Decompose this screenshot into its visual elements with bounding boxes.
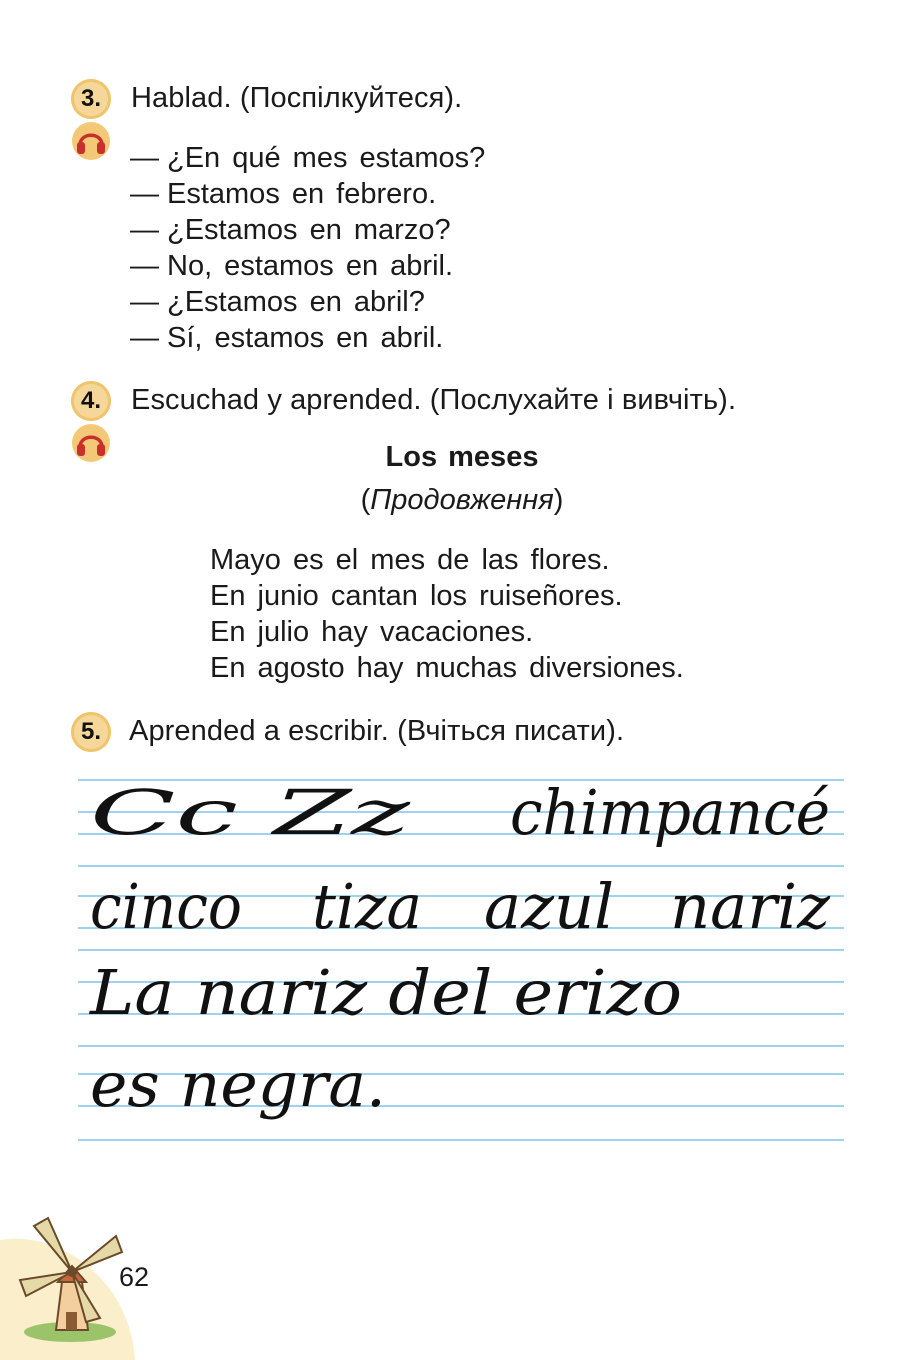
dialogue-line	[130, 284, 485, 320]
poem-subtitle-text: Продовження	[370, 484, 554, 516]
dialogue-dash: —	[130, 178, 159, 210]
dialogue-list	[130, 140, 485, 356]
dialogue-text: ¿En qué mes estamos?	[167, 142, 486, 174]
exercise-4-number-badge: 4.	[71, 381, 111, 421]
dialogue-dash: —	[130, 142, 159, 174]
handwriting-copybook	[78, 770, 846, 1146]
exercise-5-heading: Aprended a escribir. (Вчіться писати).	[129, 715, 625, 747]
dialogue-text: Sí, estamos en abril.	[167, 322, 444, 354]
page-number: 62	[119, 1262, 150, 1292]
dialogue-line	[130, 140, 485, 176]
exercise-3-number-badge: 3.	[71, 79, 111, 119]
dialogue-dash: —	[130, 322, 159, 354]
handwriting-word-tiza: tiza	[312, 870, 422, 943]
dialogue-line	[130, 320, 485, 356]
dialogue-text: ¿Estamos en marzo?	[167, 214, 451, 246]
handwriting-word-chimpance: chimpancé	[510, 776, 830, 849]
dialogue-text: ¿Estamos en abril?	[167, 286, 425, 318]
exercise-3-heading: Hablad. (Поспілкуйтеся).	[131, 82, 463, 114]
dialogue-line	[130, 248, 485, 284]
dialogue-line	[130, 212, 485, 248]
poem-title: Los meses	[385, 441, 539, 473]
poem-line: En agosto hay muchas diversiones.	[210, 652, 684, 684]
handwriting-letters: Cc Zz	[90, 776, 411, 849]
poem-line: En junio cantan los ruiseñores.	[210, 580, 623, 612]
poem-line: En julio hay vacaciones.	[210, 616, 534, 648]
dialogue-text: No, estamos en abril.	[167, 250, 454, 282]
handwriting-word-azul: azul	[484, 870, 614, 943]
headphones-icon[interactable]	[71, 121, 111, 161]
poem-line: Mayo es el mes de las flores.	[210, 544, 610, 576]
poem-lines	[210, 542, 684, 686]
exercise-5-number-badge: 5.	[71, 712, 111, 752]
dialogue-line	[130, 176, 485, 212]
handwriting-word-cinco: cinco	[90, 870, 242, 943]
dialogue-dash: —	[130, 214, 159, 246]
exercise-4-heading: Escuchad y aprended. (Послухайте і вивчіть).	[131, 384, 737, 416]
dialogue-dash: —	[130, 250, 159, 282]
poem-subtitle: (Продовження)	[360, 484, 564, 516]
dialogue-text: Estamos en febrero.	[167, 178, 437, 210]
dialogue-dash: —	[130, 286, 159, 318]
handwriting-word-nariz: nariz	[670, 870, 831, 943]
handwriting-line-4: es negra.	[90, 1048, 386, 1121]
handwriting-line-3: La nariz del erizo	[88, 956, 682, 1029]
